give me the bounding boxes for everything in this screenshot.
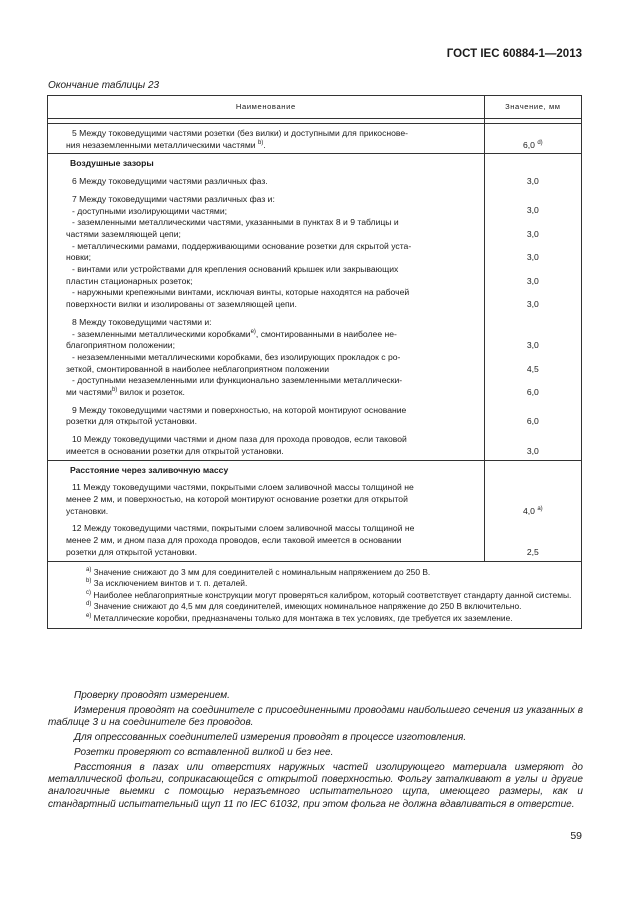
footnote-c: $^{c)}$ Наиболее неблагоприятные конструкции могут проверяться калибром, который соответствует стандарту данной системы. xyxy=(86,589,572,600)
page-number: 59 xyxy=(570,830,582,842)
paragraph: Измерения проводят на соединителе с присоединенными проводами наибольшего сечения из указанных в таблице 3 и на соединителе без проводов. xyxy=(48,704,583,729)
row-7d-value: 3,0 xyxy=(526,275,539,286)
section-title-air: Воздушные зазоры xyxy=(70,158,154,169)
footnote-b: $^{b)}$ За исключением винтов и т. п. деталей. xyxy=(86,578,248,589)
row-8c-value: 6,0 xyxy=(526,386,539,397)
column-header-name: Наименование xyxy=(48,96,485,119)
paragraph: Розетки проверяют со вставленной вилкой и без нее. xyxy=(74,746,334,758)
table-header-row xyxy=(48,96,582,119)
table-footnotes xyxy=(48,561,582,629)
footnote-d: $^{d)}$ Значение снижают до 4,5 мм для соединителей, имеющих номинальное напряжение до 250 В включительно. xyxy=(86,601,522,612)
row-5-value: 6,0 $^{d)}$ xyxy=(484,124,581,154)
paragraph: Проверку проводят измерением. xyxy=(74,690,230,701)
air-clearances-description: Воздушные зазоры 6 Между токоведущими частями различных фаз. 7 Между токоведущими частями различных фаз и: - доступными изолирующими частями; - заземленными металлическими частями, указанными в пунктах 8 и 9 таблицы и частями заземляющей цепи; - металлическими рамами, поддерживающими основание розетки для скрытой уста- новки; - винтами или устройствами для крепления оснований крышек или закрывающих пластин стационарных розеток; - наружными крепежными винтами, исключая винты, которые находятся на рабочей поверхности вилки и изолированы от заземляющей цепи. 8 Между токоведущими частями и: - заземленными металлическими коробками$^{e)}$, смонтированными в наиболее не- благоприятном положении; - незаземленными металлическими коробками, без изолирующих прокладок с ро- зеткой, смонтированной в наиболее неблагоприятном положении - доступными незаземленными или функционально заземленными металлически- ми частями$^{b)}$ вилок и розеток. 9 Между токоведущими частями и поверхностью, на которой монтируют основание розетки для открытой установки. 10 Между токоведущими частями и дном паза для прохода проводов, если таковой имеется в основании розетки для открытой установки. xyxy=(48,154,485,460)
row-8b-value: 4,5 xyxy=(526,363,539,374)
footnote-a: $^{a)}$ Значение снижают до 3 мм для соединителей с номинальным напряжением до 250 В. xyxy=(86,566,431,577)
row-5-description: 5 Между токоведущими частями розетки (без вилки) и доступными для прикоснове- ния незаземленными металлическими частями $^{b)}$. xyxy=(48,124,485,154)
table-caption: Окончание таблицы 23 xyxy=(48,80,160,91)
section-compound-distance xyxy=(48,460,582,561)
section-air-clearances xyxy=(48,154,582,460)
row-6-value: 3,0 xyxy=(526,176,539,187)
paragraph: Расстояния в пазах или отверстиях наружных частей изолирующего материала измеряют до металлической фольги, соприкасающейся с открытой поверхностью. Фольгу заталкивают в углы и другие аналогичные выемки с помощью неразъемного испытательного щупа, имеющего размеры, как и стандартный испытательный щуп 11 по IEC 61032, при этом фольга не должна вдавливаться в отверстие. xyxy=(48,761,583,810)
section-title-compound: Расстояние через заливочную массу xyxy=(70,464,229,475)
row-7b-value: 3,0 xyxy=(526,228,539,239)
paragraph: Для опрессованных соединителей измерения проводят в процессе изготовления. xyxy=(74,732,467,743)
compound-description: Расстояние через заливочную массу 11 Между токоведущими частями, покрытыми слоем заливочной массы толщиной не менее 2 мм, и поверхностью, на которой монтируют основание розетки для открытой установки. 12 Между токоведущими частями, покрытыми слоем заливочной массы толщиной не менее 2 мм, и дном паза для прохода проводов, если таковой имеется в основании розетки для открытой установки. xyxy=(48,460,485,561)
row-7c-value: 3,0 xyxy=(526,252,539,263)
table-row-5 xyxy=(48,124,582,154)
column-header-value: Значение, мм xyxy=(484,96,581,119)
row-7a-value: 3,0 xyxy=(526,205,539,216)
row-12-value: 2,5 xyxy=(526,546,539,557)
row-11-value: 4,0 $^{a)}$ xyxy=(523,505,543,516)
document-header: ГОСТ IEC 60884-1—2013 xyxy=(446,48,582,60)
footnote-e: $^{e)}$ Металлические коробки, предназначены только для монтажа в тех условиях, где требуется их заземление. xyxy=(86,612,513,623)
row-10-value: 3,0 xyxy=(526,445,539,456)
row-8a-value: 3,0 xyxy=(526,340,539,351)
footnotes-row xyxy=(48,561,582,629)
spacing-table xyxy=(47,95,582,629)
compound-values xyxy=(484,460,581,561)
row-7e-value: 3,0 xyxy=(526,299,539,310)
row-9-value: 6,0 xyxy=(526,416,539,427)
air-clearances-values xyxy=(484,154,581,460)
verification-text xyxy=(48,690,583,814)
